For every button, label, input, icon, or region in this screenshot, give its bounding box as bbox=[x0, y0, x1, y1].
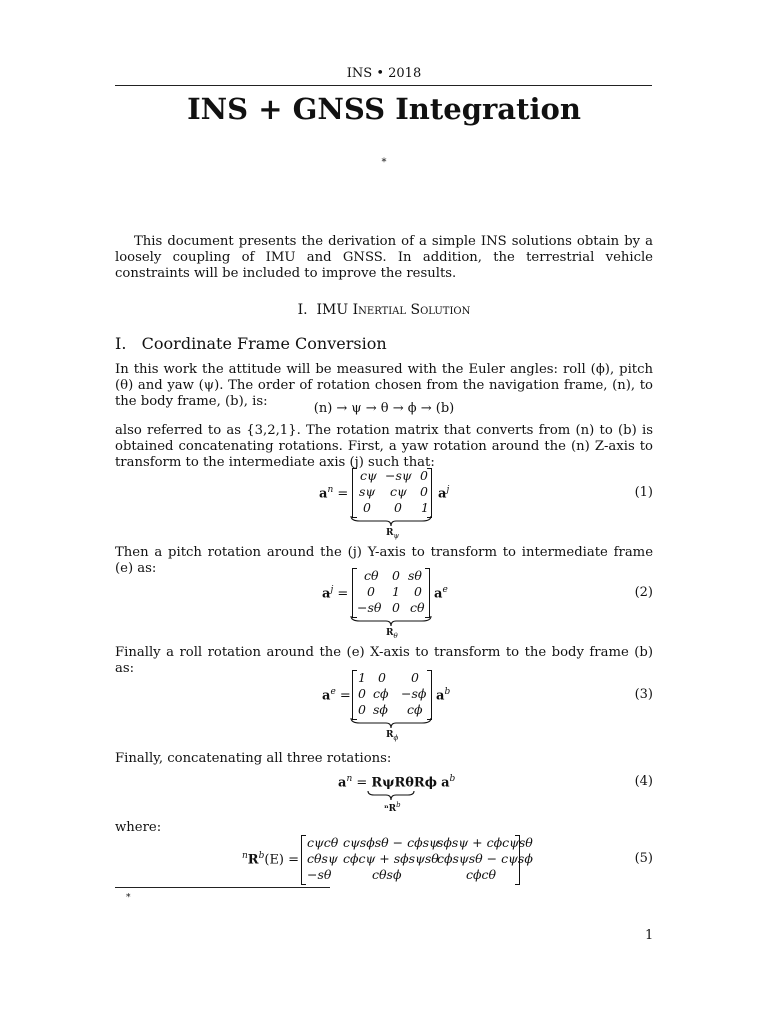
eq5-lhs: $^nR^b(E)$ = bbox=[242, 851, 300, 868]
eq2-bracket-right bbox=[425, 568, 430, 618]
eq2-cell: 0 bbox=[392, 600, 400, 615]
eq2-cell: sθ bbox=[408, 568, 422, 583]
eq3-lhs: $a^e$ = bbox=[322, 687, 351, 704]
eq2-cell: cθ bbox=[410, 600, 425, 615]
eq1-number: (1) bbox=[634, 485, 653, 500]
eq1-cell: −sψ bbox=[385, 468, 412, 483]
eq1-cell: 0 bbox=[420, 484, 428, 499]
eq5-cell: cϕcθ bbox=[466, 867, 497, 882]
subsection-title: Coordinate Frame Conversion bbox=[141, 334, 387, 353]
eq5-bracket-left bbox=[301, 835, 306, 885]
eq2-brace-label: $R_\theta$ bbox=[386, 628, 398, 640]
eq1-cell: 1 bbox=[421, 500, 429, 515]
section-title-rest: Inertial Solution bbox=[352, 302, 471, 318]
eq1-rhs: $a^j$ bbox=[438, 485, 450, 502]
eq2-cell: cθ bbox=[364, 568, 379, 583]
eq3-underbrace bbox=[350, 717, 432, 729]
eq3-cell: 1 bbox=[358, 670, 366, 685]
eq1-cell: 0 bbox=[363, 500, 371, 515]
abstract: This document presents the derivation of a simple INS solutions obtain by a loosely coupling of IMU and GNSS. In addition, the terrestrial vehicle constraints will be included to improve the results. bbox=[115, 234, 653, 281]
eq2-cell: 0 bbox=[367, 584, 375, 599]
eq1-cell: cψ bbox=[390, 484, 407, 499]
eq5-cell: cψsϕsθ − cϕsψ bbox=[343, 835, 439, 850]
running-header: INS • 2018 bbox=[346, 66, 422, 81]
eq1-cell: cψ bbox=[360, 468, 377, 483]
eq2-cell: 1 bbox=[392, 584, 400, 599]
eq5-cell: −sθ bbox=[307, 867, 332, 882]
eq3-cell: 0 bbox=[358, 702, 366, 717]
eq1-lhs: $a^n$ = bbox=[319, 485, 349, 502]
eq2-number: (2) bbox=[634, 585, 653, 600]
eq5-cell: cθsψ bbox=[307, 851, 338, 866]
eq5-cell: cϕcψ + sϕsψsθ bbox=[343, 851, 439, 866]
eq3-cell: 0 bbox=[411, 670, 419, 685]
page-number: 1 bbox=[645, 928, 654, 943]
eq4-expression: $a^n = R\psi R\theta R\phi$ $a^b$ bbox=[338, 774, 456, 791]
eq1-cell: 0 bbox=[420, 468, 428, 483]
eq3-cell: 0 bbox=[378, 670, 386, 685]
eq3-rhs: $a^b$ bbox=[436, 687, 451, 704]
paragraph-where: where: bbox=[115, 820, 162, 835]
eq5-number: (5) bbox=[634, 851, 653, 866]
eq3-brace-label: $R_\phi$ bbox=[386, 730, 399, 742]
eq1-bracket-left bbox=[352, 468, 357, 518]
eq4-product: RψRθRϕ bbox=[371, 775, 437, 791]
eq1-underbrace bbox=[350, 515, 432, 527]
eq5-cell: cθsϕ bbox=[372, 867, 402, 882]
section-heading bbox=[0, 302, 768, 318]
eq1-cell: sψ bbox=[359, 484, 376, 499]
subsection-heading bbox=[115, 334, 387, 353]
eq2-underbrace bbox=[350, 615, 432, 627]
rotation-order-equation: (n) → ψ → θ → ϕ → (b) bbox=[313, 401, 455, 416]
eq2-rhs: $a^e$ bbox=[434, 585, 448, 602]
eq5-cell: sϕsψ + cϕcψsθ bbox=[437, 835, 533, 850]
eq1-brace-label: $R_\psi$ bbox=[386, 528, 399, 540]
eq3-cell: sϕ bbox=[373, 702, 388, 717]
eq3-cell: cϕ bbox=[407, 702, 423, 717]
eq5-cell: cψcθ bbox=[307, 835, 339, 850]
eq4-brace-label: ⁿR$^b$ bbox=[384, 801, 401, 814]
eq2-cell: −sθ bbox=[357, 600, 382, 615]
eq2-lhs: $a^j$ = bbox=[322, 585, 349, 602]
eq2-cell: 0 bbox=[414, 584, 422, 599]
subsection-number: I. bbox=[115, 334, 127, 353]
paragraph-rotation-matrix: also referred to as {3,2,1}. The rotation matrix that converts from (n) to (b) is obtained concatenating rotations. First, a yaw rotation around the (n) Z-axis to transform to the intermediate axis (j) such that: bbox=[115, 423, 653, 470]
paper-title: INS + GNSS Integration bbox=[187, 92, 581, 126]
paragraph-concatenating: Finally, concatenating all three rotations: bbox=[115, 751, 392, 766]
section-number: I. bbox=[297, 302, 308, 318]
eq3-cell: cϕ bbox=[373, 686, 389, 701]
eq1-cell: 0 bbox=[394, 500, 402, 515]
paragraph-pitch: Then a pitch rotation around the (j) Y-axis to transform to intermediate frame (e) as: bbox=[115, 545, 653, 576]
eq4-underbrace bbox=[367, 790, 415, 801]
eq5-cell: cϕsψsθ − cψsϕ bbox=[437, 851, 533, 866]
eq2-cell: 0 bbox=[392, 568, 400, 583]
header-rule bbox=[115, 85, 652, 86]
eq3-number: (3) bbox=[634, 687, 653, 702]
eq3-bracket-left bbox=[352, 670, 357, 720]
eq3-bracket-right bbox=[427, 670, 432, 720]
paragraph-roll: Finally a roll rotation around the (e) X-axis to transform to the body frame (b) as: bbox=[115, 645, 653, 676]
eq3-cell: −sϕ bbox=[401, 686, 427, 701]
eq4-number: (4) bbox=[634, 774, 653, 789]
section-title-first: IMU bbox=[316, 302, 353, 318]
eq3-cell: 0 bbox=[358, 686, 366, 701]
title-footnote-mark: * bbox=[381, 157, 387, 168]
paragraph-euler-angles: In this work the attitude will be measured with the Euler angles: roll (ϕ), pitch (θ) and yaw (ψ). The order of rotation chosen from the navigation frame, (n), to the body frame, (b), is: bbox=[115, 362, 653, 409]
footnote-mark: * bbox=[126, 893, 131, 903]
footnote-rule bbox=[115, 887, 330, 888]
